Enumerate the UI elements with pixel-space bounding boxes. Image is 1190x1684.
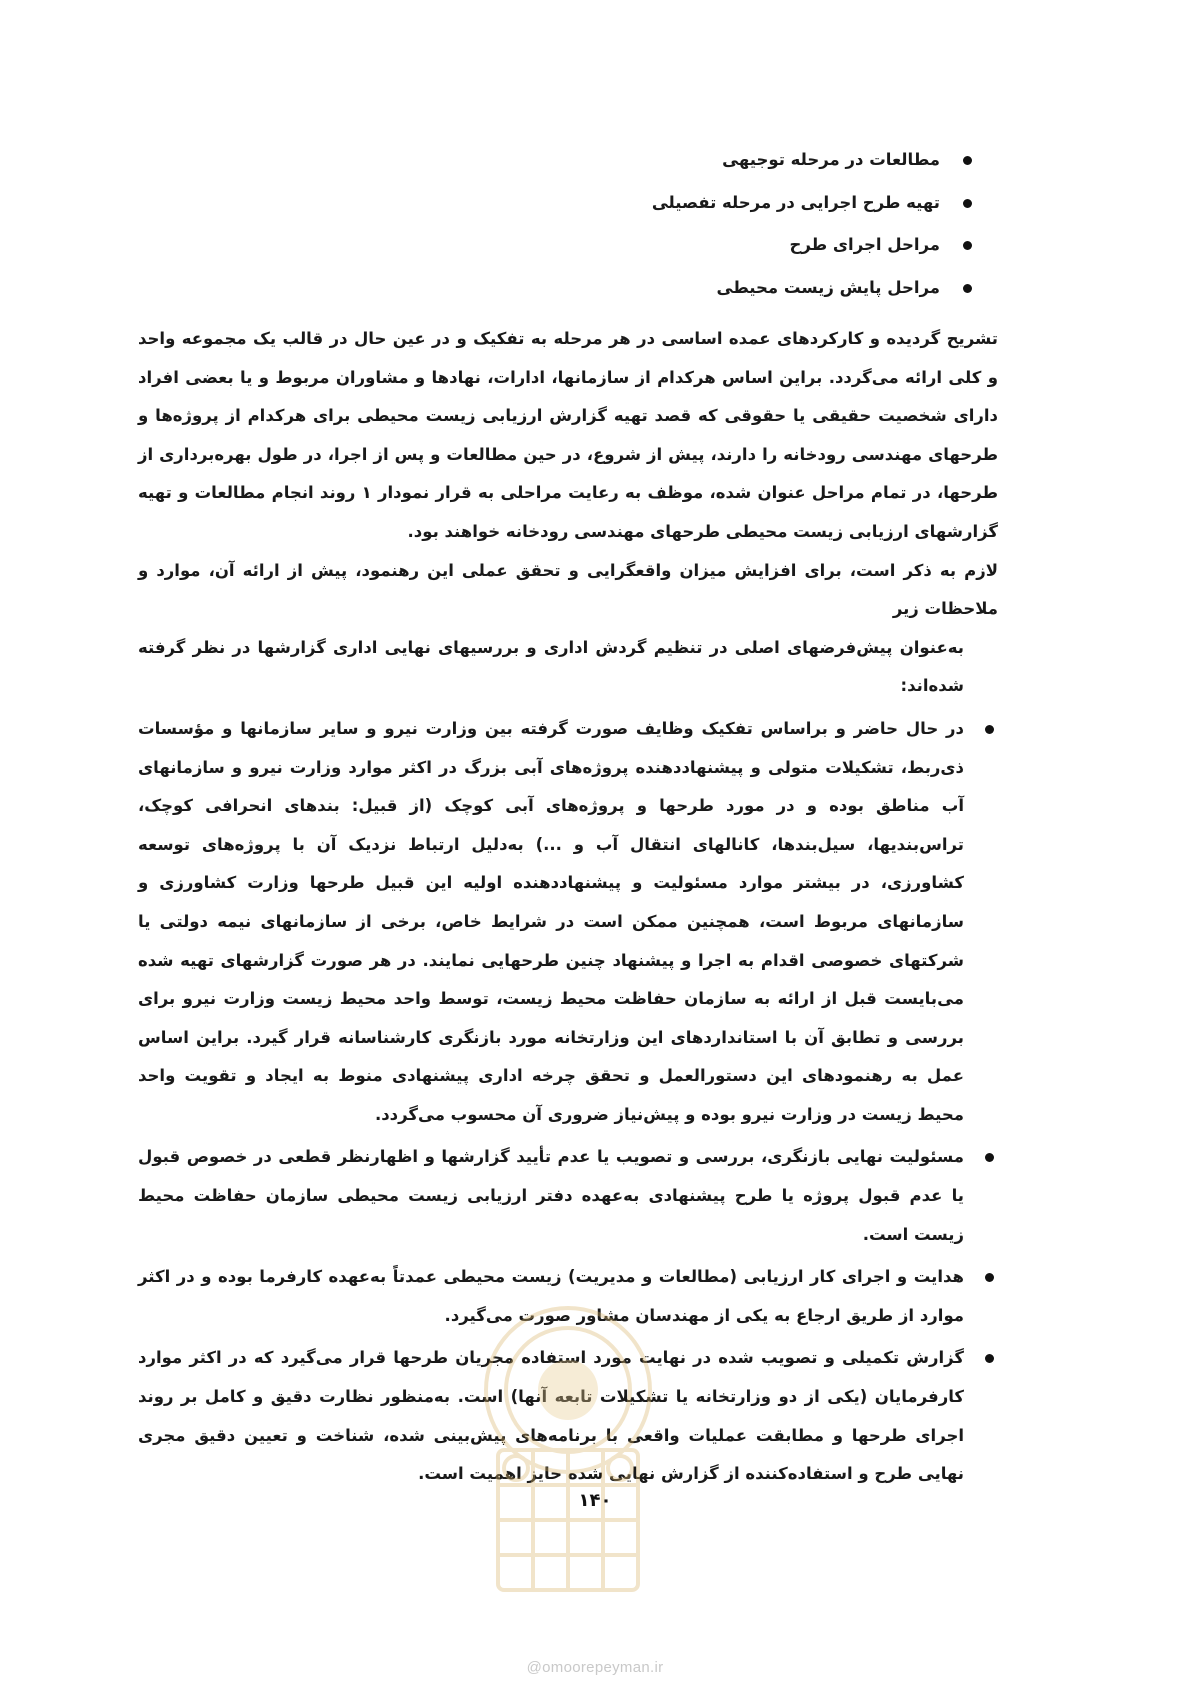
bullet-dot-icon	[963, 241, 972, 250]
intro-bullet-item	[138, 235, 998, 278]
assumption-item	[138, 1138, 998, 1254]
intro-bullet-text: مراحل پایش زیست محیطی	[716, 277, 940, 297]
footer-site-watermark	[0, 1659, 1190, 1676]
bullet-dot-icon	[963, 156, 972, 165]
bullet-dot-icon	[985, 1273, 994, 1282]
bullet-dot-icon	[985, 1153, 994, 1162]
intro-bullet-item	[138, 150, 998, 193]
assumption-text: در حال حاضر و براساس تفکیک وظایف صورت گرفته بین وزارت نیرو و سایر سازمانها و مؤسسات ذی‌ربط، تشکیلات متولی و پیشنهاددهنده پروژه‌های آبی بزرگ در اکثر موارد وزارت نیرو و سازمانهای آب مناطق بوده و در مورد طرحها و پروژه‌های آبی کوچک (از قبیل: بندهای انحرافی کوچک، تراس‌بندیها، سیل‌بندها، کانالهای انتقال آب و ...) به‌دلیل ارتباط نزدیک آن با پروژه‌های توسعه کشاورزی، در بیشتر موارد مسئولیت و پیشنهاددهنده اولیه این قبیل طرحها وزارت کشاورزی و سازمانهای مربوط است، همچنین ممکن است در شرایط خاص، برخی از سازمانهای نیمه دولتی یا شرکتهای خصوصی اقدام به اجرا و پیشنهاد چنین طرحهایی نمایند. در هر صورت گزارشهای تهیه شده می‌بایست قبل از ارائه به سازمان حفاظت محیط زیست، توسط واحد محیط زیست وزارت نیرو برای بررسی و تطابق آن با استانداردهای این وزارتخانه مورد بازنگری کارشناسانه قرار گیرد. براین اساس عمل به رهنمودهای این دستورالعمل و تحقق چرخه اداری پیشنهادی منوط به ایجاد و تقویت واحد محیط زیست در وزارت نیرو بوده و پیش‌نیاز ضروری آن محسوب می‌گردد.	[138, 718, 964, 1124]
page-number: ۱۴۰	[578, 1490, 612, 1511]
intro-bullet-list	[138, 150, 998, 320]
body-paragraph-continuation: به‌عنوان پیش‌فرضهای اصلی در تنظیم گردش اداری و بررسیهای نهایی اداری گزارشها در نظر گرفته شده‌اند:	[138, 637, 964, 696]
intro-bullet-item	[138, 193, 998, 236]
body-paragraph-lead: لازم به ذکر است، برای افزایش میزان واقعگرایی و تحقق عملی این رهنمود، پیش از ارائه آن، موارد و ملاحظات زیر	[138, 560, 998, 619]
footer-site-text: omoorepeyman.ir	[542, 1659, 664, 1676]
bullet-dot-icon	[963, 199, 972, 208]
page-content	[138, 150, 998, 1498]
bullet-dot-icon	[985, 725, 994, 734]
intro-bullet-text: مطالعات در مرحله توجیهی	[722, 150, 940, 169]
body-paragraph: تشریح گردیده و کارکردهای عمده اساسی در هر مرحله به تفکیک و در عین حال در قالب یک مجموعه واحد و کلی ارائه می‌گردد. براین اساس هرکدام از سازمانها، ادارات، نهادها و مشاوران مربوط و یا بعضی افراد دارای شخصیت حقیقی یا حقوقی که قصد تهیه گزارش ارزیابی زیست محیطی برای هرکدام از پروژه‌ها و طرحهای مهندسی رودخانه را دارند، پیش از شروع، در حین مطالعات و پس از اجرا، در طول بهره‌برداری از طرحها، در تمام مراحل عنوان شده، موظف به رعایت مراحلی به قرار نمودار ۱ روند انجام مطالعات و تهیه گزارشهای ارزیابی زیست محیطی طرحهای مهندسی رودخانه خواهند بود.	[138, 329, 998, 541]
intro-bullet-item	[138, 278, 998, 321]
assumption-text: مسئولیت نهایی بازنگری، بررسی و تصویب یا عدم تأیید گزارشها و اظهارنظر قطعی در خصوص قبول یا عدم قبول پروژه یا طرح پیشنهادی به‌عهده دفتر ارزیابی زیست محیطی سازمان حفاظت محیط زیست است.	[138, 1147, 964, 1244]
assumption-item	[138, 1339, 998, 1493]
bullet-dot-icon	[985, 1354, 994, 1363]
assumption-text: هدایت و اجرای کار ارزیابی (مطالعات و مدیریت) زیست محیطی عمدتاً به‌عهده کارفرما بوده و در اکثر موارد از طریق ارجاع به یکی از مهندسان مشاور صورت می‌گیرد.	[138, 1267, 964, 1325]
intro-bullet-text: مراحل اجرای طرح	[789, 235, 940, 254]
footer-at-icon: @	[526, 1659, 543, 1676]
assumption-item	[138, 710, 998, 1135]
assumption-item	[138, 1258, 998, 1335]
assumptions-list	[138, 710, 998, 1494]
assumption-text: گزارش تکمیلی و تصویب شده در نهایت مورد استفاده مجریان طرحها قرار می‌گیرد که در اکثر موارد کارفرمایان (یکی از دو وزارتخانه یا تشکیلات تابعه آنها) است. به‌منظور نظارت دقیق و کامل بر روند اجرای طرحها و مطابقت عملیات واقعی با برنامه‌های پیش‌بینی شده، شناخت و تعیین دقیق مجری نهایی طرح و استفاده‌کننده از گزارش نهایی شده حایز اهمیت است.	[138, 1348, 964, 1484]
bullet-dot-icon	[963, 284, 972, 293]
intro-bullet-text: تهیه طرح اجرایی در مرحله تفصیلی	[651, 192, 940, 212]
